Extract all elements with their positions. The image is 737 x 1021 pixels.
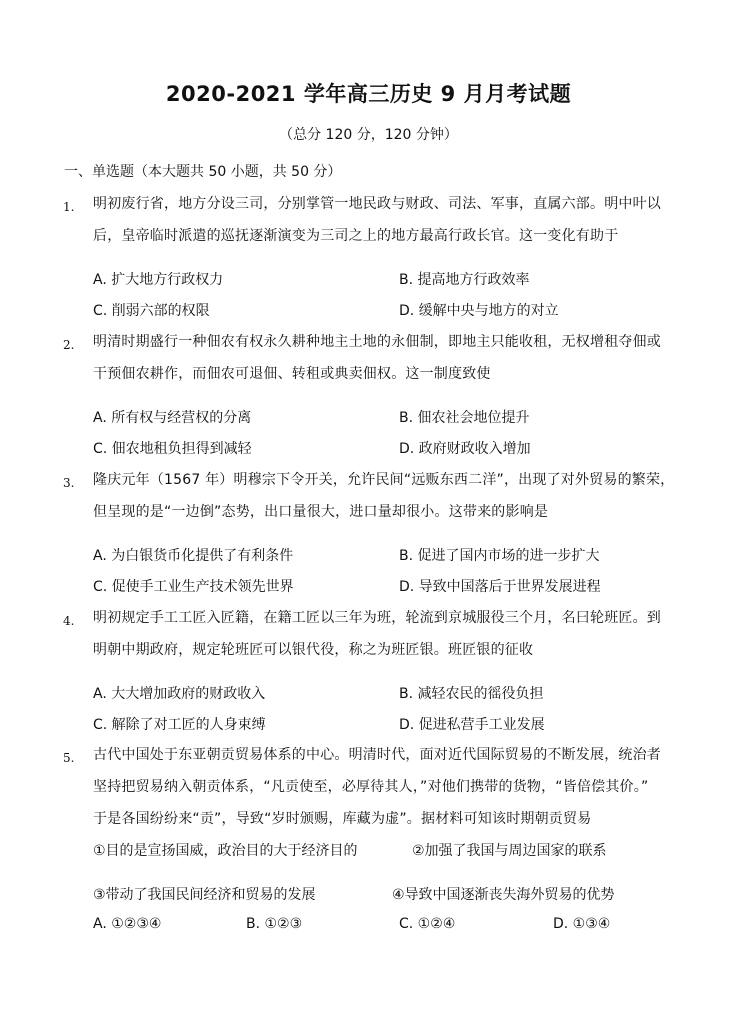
option-d[interactable]: D. 缓解中央与地方的对立	[399, 303, 559, 319]
question-text-line: 但呈现的是“一边倒”态势，出口量很大，进口量却很小。这带来的影响是	[93, 504, 549, 520]
option-d[interactable]: D. 促进私营手工业发展	[399, 717, 545, 733]
option-c[interactable]: C. 佃农地租负担得到减轻	[93, 441, 252, 457]
question-text-line: 后，皇帝临时派遣的巡抚逐渐演变为三司之上的地方最高行政长官。这一变化有助于	[93, 228, 619, 244]
question-text-line: 明清时期盛行一种佃农有权永久耕种地主土地的永佃制，即地主只能收租，无权增租夺佃或	[93, 334, 661, 350]
option-c[interactable]: C. ①②④	[399, 916, 456, 932]
option-b[interactable]: B. 佃农社会地位提升	[399, 410, 530, 426]
question-text-line: 干预佃农耕作，而佃农可退佃、转租或典卖佃权。这一制度致使	[93, 366, 491, 382]
question-text-line: 坚持把贸易纳入朝贡体系，“凡贡使至，必厚待其人，”对他们携带的货物，“皆倍偿其价。”	[93, 779, 649, 795]
option-b[interactable]: B. 提高地方行政效率	[399, 272, 530, 288]
question-number: 2.	[63, 338, 75, 352]
question-number: 4.	[63, 614, 75, 628]
question-text-line: 明朝中期政府，规定轮班匠可以银代役，称之为班匠银。班匠银的征收	[93, 642, 534, 658]
question-number: 5.	[63, 751, 75, 765]
statement-1: ①目的是宣扬国威，政治目的大于经济目的	[93, 843, 358, 859]
option-c[interactable]: C. 解除了对工匠的人身束缚	[93, 717, 266, 733]
question-number: 1.	[63, 200, 75, 214]
statement-4: ④导致中国逐渐丧失海外贸易的优势	[392, 887, 615, 903]
option-a[interactable]: A. ①②③④	[93, 916, 162, 932]
question-text-line: 隆庆元年（1567 年）明穆宗下令开关，允许民间“远贩东西二洋”，出现了对外贸易的繁荣，	[93, 472, 675, 488]
option-d[interactable]: D. ①③④	[553, 916, 611, 932]
option-d[interactable]: D. 政府财政收入增加	[399, 441, 531, 457]
question-text-line: 明初废行省，地方分设三司，分别掌管一地民政与财政、司法、军事，直属六部。明中叶以	[93, 196, 661, 212]
section-heading: 一、单选题（本大题共 50 小题，共 50 分）	[64, 164, 342, 180]
option-a[interactable]: A. 大大增加政府的财政收入	[93, 686, 266, 702]
statement-2: ②加强了我国与周边国家的联系	[412, 843, 607, 859]
option-a[interactable]: A. 所有权与经营权的分离	[93, 410, 252, 426]
question-number: 3.	[63, 476, 75, 490]
option-b[interactable]: B. ①②③	[246, 916, 303, 932]
option-c[interactable]: C. 促使手工业生产技术领先世界	[93, 579, 294, 595]
option-c[interactable]: C. 削弱六部的权限	[93, 303, 210, 319]
question-text-line: 于是各国纷纷来“贡”，导致“岁时颁赐，库藏为虚”。据材料可知该时期朝贡贸易	[93, 811, 592, 827]
option-b[interactable]: B. 减轻农民的徭役负担	[399, 686, 544, 702]
question-text-line: 明初规定手工工匠入匠籍，在籍工匠以三年为班，轮流到京城服役三个月，名曰轮班匠。到	[93, 610, 661, 626]
option-a[interactable]: A. 扩大地方行政权力	[93, 272, 224, 288]
option-b[interactable]: B. 促进了国内市场的进一步扩大	[399, 548, 600, 564]
exam-subtitle: （总分 120 分，120 分钟）	[279, 127, 458, 143]
question-text-line: 古代中国处于东亚朝贡贸易体系的中心。明清时代，面对近代国际贸易的不断发展，统治者	[93, 747, 661, 763]
option-d[interactable]: D. 导致中国落后于世界发展进程	[399, 579, 601, 595]
option-a[interactable]: A. 为白银货币化提供了有利条件	[93, 548, 294, 564]
statement-3: ③带动了我国民间经济和贸易的发展	[93, 887, 316, 903]
exam-title: 2020-2021 学年高三历史 9 月月考试题	[165, 82, 572, 106]
